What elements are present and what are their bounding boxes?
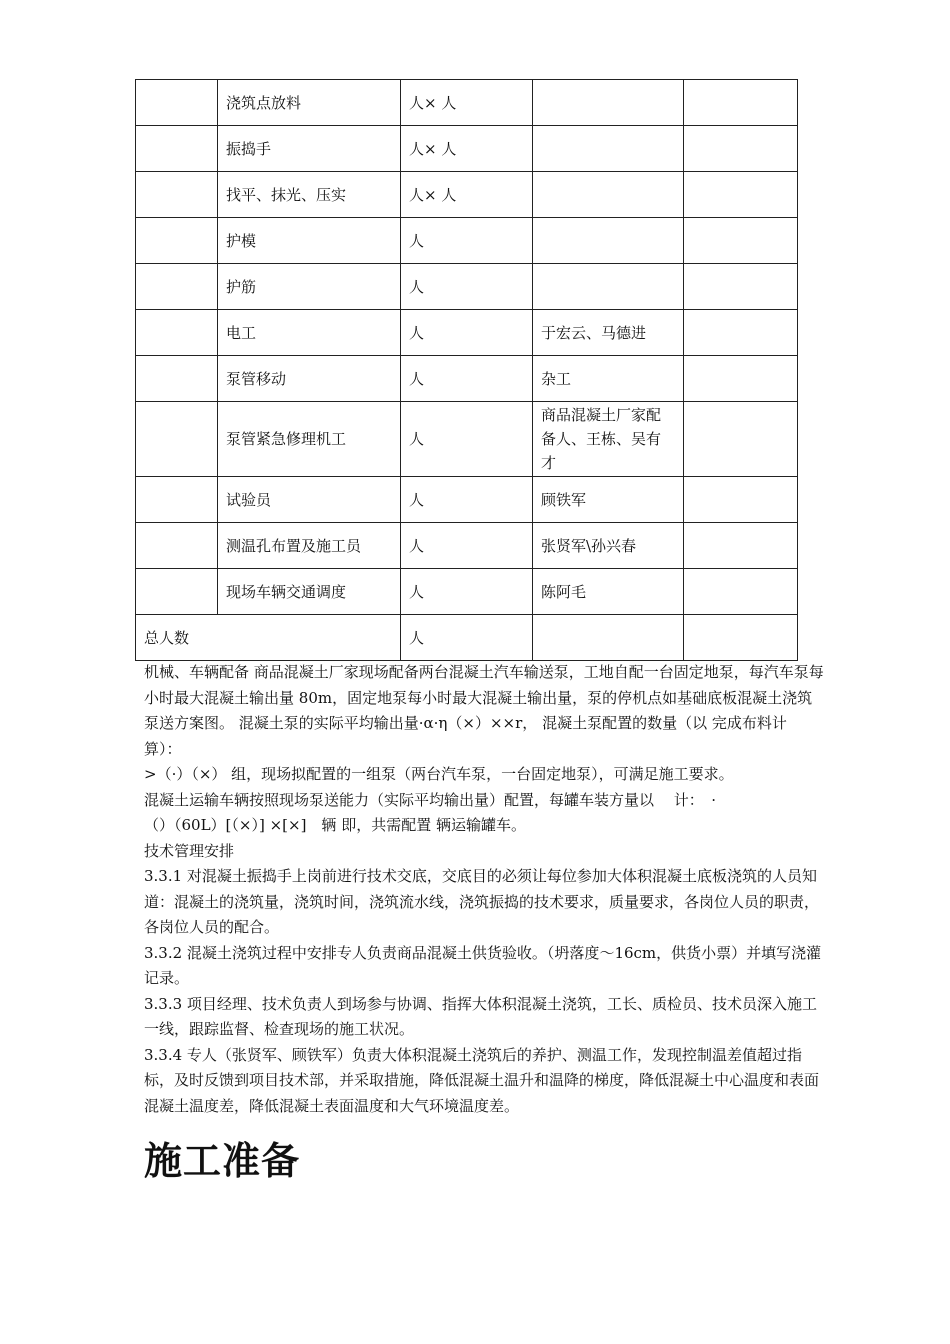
table-cell xyxy=(684,523,798,569)
paragraph-3-3-1: 3.3.1 对混凝土振捣手上岗前进行技术交底，交底目的必须让每位参加大体积混凝土底板浇筑的人员知道：混凝土的浇筑量，浇筑时间，浇筑流水线，浇筑振捣的技术要求，质量要求，各岗位人员的职责，各岗位人员的配合。 xyxy=(144,867,820,936)
table-row xyxy=(136,569,798,615)
role-cell: 泵管紧急修理机工 xyxy=(218,402,401,477)
role-cell: 电工 xyxy=(218,310,401,356)
table-cell xyxy=(684,80,798,126)
role-cell: 护筋 xyxy=(218,264,401,310)
role-cell: 找平、抹光、压实 xyxy=(218,172,401,218)
person-cell xyxy=(533,80,684,126)
table-cell xyxy=(136,126,218,172)
role-cell: 振捣手 xyxy=(218,126,401,172)
person-cell xyxy=(533,126,684,172)
total-label: 总人数 xyxy=(136,615,401,661)
table-cell xyxy=(136,310,218,356)
role-cell: 浇筑点放料 xyxy=(218,80,401,126)
table-row xyxy=(136,218,798,264)
count-cell: 人 xyxy=(401,310,533,356)
table-cell xyxy=(136,264,218,310)
person-cell: 张贤军\孙兴春 xyxy=(533,523,684,569)
table-cell xyxy=(684,615,798,661)
paragraph-truck-count: （）（60L）[（×）] ×[×] 辆 即，共需配置 辆运输罐车。 xyxy=(144,816,526,834)
paragraph-trucks: 混凝土运输车辆按照现场泵送能力（实际平均输出量）配置，每罐车装方量以 计： · xyxy=(144,790,717,809)
table-cell xyxy=(684,402,798,477)
role-cell: 测温孔布置及施工员 xyxy=(218,523,401,569)
table-cell xyxy=(136,523,218,569)
count-cell: 人 xyxy=(401,477,533,523)
count-cell: 人× 人 xyxy=(401,80,533,126)
table-cell xyxy=(684,264,798,310)
count-cell: 人 xyxy=(401,218,533,264)
role-cell: 现场车辆交通调度 xyxy=(218,569,401,615)
person-cell xyxy=(533,264,684,310)
role-cell: 泵管移动 xyxy=(218,356,401,402)
count-cell: 人× 人 xyxy=(401,172,533,218)
table-row xyxy=(136,402,798,477)
table-row xyxy=(136,264,798,310)
table-row xyxy=(136,126,798,172)
person-cell xyxy=(533,615,684,661)
table-cell xyxy=(136,80,218,126)
table-cell xyxy=(684,477,798,523)
person-cell: 商品混凝土厂家配备人、王栋、吴有才 xyxy=(533,402,684,477)
person-cell xyxy=(533,218,684,264)
table-row xyxy=(136,80,798,126)
table-cell xyxy=(684,218,798,264)
role-cell: 护模 xyxy=(218,218,401,264)
paragraph-equipment: 机械、车辆配备 商品混凝土厂家现场配备两台混凝土汽车输送泵，工地自配一台固定地泵，每汽车泵每小时最大混凝土输出量 80m，固定地泵每小时最大混凝土输出量，泵的停机点如基础底板混凝土浇筑泵送方案图。 混凝土泵的实际平均输出量·α·η（×）××r， 混凝土泵配置的数量（以 完成布料计算）： xyxy=(144,663,824,758)
count-cell: 人 xyxy=(401,523,533,569)
count-cell: 人 xyxy=(401,402,533,477)
table-row xyxy=(136,356,798,402)
person-cell: 顾铁军 xyxy=(533,477,684,523)
count-cell: 人 xyxy=(401,356,533,402)
table-row xyxy=(136,172,798,218)
person-cell: 杂工 xyxy=(533,356,684,402)
table-cell xyxy=(684,310,798,356)
section-technical-management: 技术管理安排 xyxy=(144,841,235,860)
table-cell xyxy=(136,402,218,477)
staff-table-body xyxy=(136,80,798,661)
table-cell xyxy=(136,218,218,264)
paragraph-3-3-3: 3.3.3 项目经理、技术负责人到场参与协调、指挥大体积混凝土浇筑，工长、质检员、技术员深入施工一线，跟踪监督、检查现场的施工状况。 xyxy=(144,994,817,1038)
table-cell xyxy=(136,477,218,523)
table-cell xyxy=(684,569,798,615)
count-cell: 人 xyxy=(401,615,533,661)
table-cell xyxy=(684,126,798,172)
table-cell xyxy=(136,569,218,615)
table-row xyxy=(136,477,798,523)
body-text xyxy=(144,660,824,1119)
table-row xyxy=(136,523,798,569)
table-cell xyxy=(684,172,798,218)
paragraph-pump-groups: >（·）（×） 组，现场拟配置的一组泵（两台汽车泵，一台固定地泵），可满足施工要求。 xyxy=(144,765,734,783)
person-cell: 于宏云、马德进 xyxy=(533,310,684,356)
count-cell: 人 xyxy=(401,569,533,615)
person-cell: 陈阿毛 xyxy=(533,569,684,615)
total-row xyxy=(136,615,798,661)
table-row xyxy=(136,310,798,356)
staff-table xyxy=(135,79,798,661)
person-cell xyxy=(533,172,684,218)
paragraph-3-3-2: 3.3.2 混凝土浇筑过程中安排专人负责商品混凝土供货验收。（坍落度～16cm，供货小票）并填写浇灌记录。 xyxy=(144,943,822,987)
paragraph-3-3-4: 3.3.4 专人（张贤军、顾铁军）负责大体积混凝土浇筑后的养护、测温工作，发现控制温差值超过指标，及时反馈到项目技术部，并采取措施，降低混凝土温升和温降的梯度，降低混凝土中心温度和表面混凝土温度差，降低混凝土表面温度和大气环境温度差。 xyxy=(144,1045,820,1115)
section-heading: 施工准备 xyxy=(144,1138,301,1183)
count-cell: 人 xyxy=(401,264,533,310)
table-cell xyxy=(684,356,798,402)
table-cell xyxy=(136,172,218,218)
role-cell: 试验员 xyxy=(218,477,401,523)
table-cell xyxy=(136,356,218,402)
count-cell: 人× 人 xyxy=(401,126,533,172)
